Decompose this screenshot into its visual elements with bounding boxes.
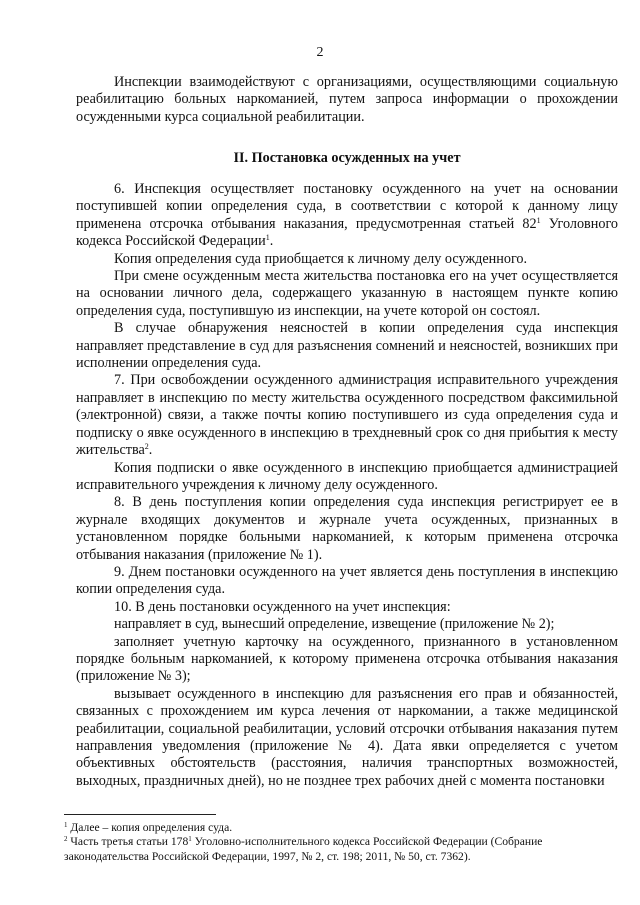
section-body (76, 181, 618, 790)
article-superscript: 1 (536, 215, 541, 225)
footnote-2-article-superscript: 1 (188, 835, 192, 844)
paragraph-10-item-1: направляет в суд, вынесший определение, извещение (приложение № 2); (114, 616, 555, 633)
paragraph-7-2: Копия подписки о явке осужденного в инспекцию приобщается администрацией исправительного учреждения к личному делу осужденного. (76, 459, 618, 493)
paragraph-10: 10. В день постановки осужденного на учет инспекция: (114, 598, 451, 615)
paragraph-10-item-2: заполняет учетную карточку на осужденного, признанного в установленном порядке больным наркоманией, к которому применена отсрочка отбывания наказания (приложение № 3); (76, 633, 618, 685)
paragraph-9: 9. Днем постановки осужденного на учет является день поступления в инспекцию копии определения суда. (76, 563, 618, 598)
footnote-1-mark: 1 (64, 821, 68, 829)
paragraph-6-text-c: . (269, 233, 274, 250)
paragraph-6-text-b: Уголовного кодекса Российской Федерации (76, 215, 618, 250)
footnote-ref-1: 1 (265, 233, 270, 243)
paragraph-8: 8. В день поступления копии определения суда инспекция регистрирует ее в журнале входящих документов и журнале учета осужденных, признанных в установленном порядке больными наркоманией, к которым применена отсрочка отбывания наказания (приложение № 1). (76, 494, 618, 563)
section-title: II. Постановка осужденных на учет (233, 150, 461, 166)
paragraph-rehabilitation: Инспекции взаимодействуют с организациями, осуществляющими социальную реабилитацию больных наркоманией, путем запроса информации о прохождении осужденными курса социальной реабилитации. (76, 74, 618, 125)
paragraph-6-text-a: 6. Инспекция осуществляет постановку осужденного на учет на основании поступившей копии определения суда, в соответствии с которой к данному лицу применена отсрочка отбывания наказания, предусмотренная статьей 82 (76, 181, 618, 232)
footnotes (64, 821, 620, 864)
page-number: 2 (316, 45, 324, 60)
paragraph-7-text-a: 7. При освобождении осужденного администрация исправительного учреждения направляет в инспекцию по месту жительства осужденного посредством факсимильной (электронной) связи, а также почты копию поступившего из суда определения суда и подписку о явке осужденного в инспекцию в трехдневный срок со дня прибытия к месту жительства (76, 372, 618, 459)
footnote-divider (64, 814, 216, 815)
footnote-1 (64, 821, 620, 835)
footnote-2-text-b: Уголовно-исполнительного кодекса Российской Федерации (Собрание законодательства Российской Федерации, 1997, № 2, ст. 198; 2011, № 50, ст. 7362). (64, 835, 543, 863)
footnote-2-text-a: Часть третья статьи 178 (67, 835, 189, 849)
paragraph-6 (76, 181, 618, 251)
section-heading-block (76, 150, 618, 167)
footnote-ref-2: 2 (144, 442, 149, 452)
paragraph-7-text-b: . (148, 442, 153, 459)
paragraph-10-item-3: вызывает осужденного в инспекцию для разъяснения его прав и обязанностей, связанных с прохождением им курса лечения от наркомании, а также медицинской реабилитации, социальной реабилитации, условий отсрочки отбывания наказания путем направления уведомления (приложение № 4). Дата явки определяется с учетом объективных обстоятельств (расстояния, наличия транспортных возможностей, выходных, праздничных дней), но не позднее трех рабочих дней с момента постановки (76, 685, 618, 789)
paragraph-6-3: При смене осужденным места жительства постановка его на учет осуществляется на основании личного дела, содержащего указанную в настоящем пункте копию определения суда, поступившую из инспекции, на учете которой он состоял. (76, 268, 618, 319)
footnote-1-text: Далее – копия определения суда. (67, 821, 233, 834)
paragraph-6-2: Копия определения суда приобщается к личному делу осужденного. (114, 250, 528, 267)
paragraph-7 (76, 372, 618, 459)
footnote-2-mark: 2 (64, 835, 68, 844)
paragraph-6-4: В случае обнаружения неясностей в копии определения суда инспекция направляет представление в суд для разъяснения сомнений и неясностей, возникших при исполнении определения суда. (76, 320, 618, 372)
footnote-2 (64, 835, 620, 864)
intro-paragraph (76, 74, 618, 126)
